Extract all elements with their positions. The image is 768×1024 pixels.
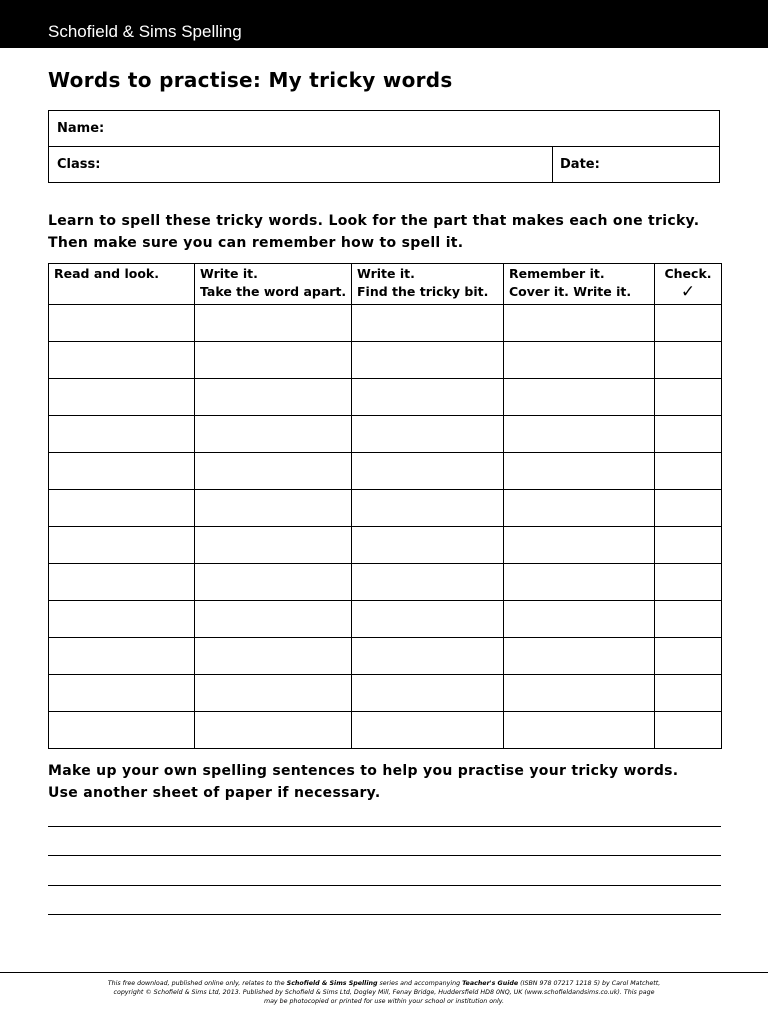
tricky-bit-cell[interactable] (352, 305, 504, 342)
instructions-line: Then make sure you can remember how to spell it. (48, 235, 464, 251)
sentences-instructions (48, 760, 738, 804)
column-header-line1: Remember it. (509, 266, 605, 281)
take-apart-cell[interactable] (195, 453, 352, 490)
take-apart-cell[interactable] (195, 342, 352, 379)
take-apart-cell[interactable] (195, 638, 352, 675)
tricky-bit-cell[interactable] (352, 675, 504, 712)
practice-table (48, 263, 722, 749)
class-label: Class: (57, 157, 101, 172)
table-row (49, 527, 722, 564)
take-apart-cell[interactable] (195, 490, 352, 527)
take-apart-cell[interactable] (195, 379, 352, 416)
take-apart-cell[interactable] (195, 416, 352, 453)
remember-cell[interactable] (504, 490, 655, 527)
table-row (49, 490, 722, 527)
footer-text: This free download, published online only, relates to the (107, 980, 287, 987)
table-row (49, 379, 722, 416)
writing-line[interactable] (48, 855, 721, 856)
tricky-bit-cell[interactable] (352, 342, 504, 379)
remember-cell[interactable] (504, 379, 655, 416)
column-header-read-and-look (49, 264, 195, 305)
class-field[interactable] (49, 147, 552, 182)
column-header-line1: Check. (664, 266, 712, 281)
check-cell[interactable] (655, 675, 722, 712)
date-label: Date: (560, 157, 600, 172)
tricky-bit-cell[interactable] (352, 712, 504, 749)
date-field[interactable] (552, 147, 719, 182)
read-and-look-cell[interactable] (49, 638, 195, 675)
sentences-line: Use another sheet of paper if necessary. (48, 785, 381, 801)
tricky-bit-cell[interactable] (352, 490, 504, 527)
table-row (49, 305, 722, 342)
tricky-bit-cell[interactable] (352, 379, 504, 416)
column-header-check (655, 264, 722, 305)
remember-cell[interactable] (504, 527, 655, 564)
table-row (49, 453, 722, 490)
check-cell[interactable] (655, 601, 722, 638)
tricky-bit-cell[interactable] (352, 416, 504, 453)
remember-cell[interactable] (504, 342, 655, 379)
table-row (49, 342, 722, 379)
remember-cell[interactable] (504, 712, 655, 749)
tricky-bit-cell[interactable] (352, 564, 504, 601)
read-and-look-cell[interactable] (49, 527, 195, 564)
check-cell[interactable] (655, 379, 722, 416)
table-row (49, 601, 722, 638)
read-and-look-cell[interactable] (49, 712, 195, 749)
name-field[interactable] (49, 111, 719, 147)
tricky-bit-cell[interactable] (352, 453, 504, 490)
footer-copyright (84, 979, 684, 1006)
student-info-box (48, 110, 720, 183)
tricky-bit-cell[interactable] (352, 527, 504, 564)
practice-table-body (49, 305, 722, 749)
footer-guide-name: Teacher's Guide (462, 980, 519, 987)
sentences-line: Make up your own spelling sentences to help you practise your tricky words. (48, 763, 679, 779)
writing-line[interactable] (48, 826, 721, 827)
footer-divider (0, 972, 768, 973)
check-cell[interactable] (655, 453, 722, 490)
footer-text: may be photocopied or printed for use within your school or institution only. (263, 998, 505, 1005)
class-row (49, 147, 719, 182)
read-and-look-cell[interactable] (49, 342, 195, 379)
remember-cell[interactable] (504, 305, 655, 342)
table-row (49, 712, 722, 749)
read-and-look-cell[interactable] (49, 490, 195, 527)
check-cell[interactable] (655, 416, 722, 453)
name-label: Name: (57, 121, 105, 136)
check-cell[interactable] (655, 342, 722, 379)
column-header-remember (504, 264, 655, 305)
read-and-look-cell[interactable] (49, 453, 195, 490)
check-cell[interactable] (655, 564, 722, 601)
table-row (49, 564, 722, 601)
table-header-row (49, 264, 722, 305)
writing-line[interactable] (48, 914, 721, 915)
remember-cell[interactable] (504, 416, 655, 453)
table-row (49, 675, 722, 712)
take-apart-cell[interactable] (195, 527, 352, 564)
take-apart-cell[interactable] (195, 564, 352, 601)
remember-cell[interactable] (504, 675, 655, 712)
remember-cell[interactable] (504, 601, 655, 638)
table-row (49, 638, 722, 675)
tricky-bit-cell[interactable] (352, 638, 504, 675)
tricky-bit-cell[interactable] (352, 601, 504, 638)
read-and-look-cell[interactable] (49, 379, 195, 416)
check-cell[interactable] (655, 638, 722, 675)
take-apart-cell[interactable] (195, 675, 352, 712)
column-header-tricky-bit (352, 264, 504, 305)
check-cell[interactable] (655, 527, 722, 564)
take-apart-cell[interactable] (195, 601, 352, 638)
column-header-line1: Read and look. (54, 266, 159, 281)
footer-text: copyright © Schofield & Sims Ltd, 2013. Published by Schofield & Sims Ltd, Dogley Mill, Fenay Bridge, Huddersfield HD8 0NQ, UK (www.schofieldandsims.co.uk). This page (113, 989, 655, 996)
remember-cell[interactable] (504, 638, 655, 675)
column-header-line1: Write it. (357, 266, 415, 281)
column-header-line1: Write it. (200, 266, 258, 281)
check-cell[interactable] (655, 305, 722, 342)
remember-cell[interactable] (504, 564, 655, 601)
column-header-line2: Cover it. Write it. (509, 284, 632, 299)
column-header-line2: Find the tricky bit. (357, 284, 489, 299)
read-and-look-cell[interactable] (49, 416, 195, 453)
footer-series-name: Schofield & Sims Spelling (286, 980, 378, 987)
header-title: Schofield & Sims Spelling (48, 22, 242, 41)
read-and-look-cell[interactable] (49, 305, 195, 342)
remember-cell[interactable] (504, 453, 655, 490)
table-row (49, 416, 722, 453)
writing-line[interactable] (48, 885, 721, 886)
column-header-line2: Take the word apart. (200, 284, 347, 299)
check-cell[interactable] (655, 490, 722, 527)
footer-text: series and accompanying (377, 980, 463, 987)
header-bar (0, 0, 768, 48)
instructions (48, 210, 738, 254)
read-and-look-cell[interactable] (49, 675, 195, 712)
check-cell[interactable] (655, 712, 722, 749)
take-apart-cell[interactable] (195, 712, 352, 749)
page-title: Words to practise: My tricky words (48, 68, 453, 92)
footer-text: (ISBN 978 07217 1218 5) by Carol Matchett, (518, 980, 661, 987)
column-header-take-apart (195, 264, 352, 305)
instructions-line: Learn to spell these tricky words. Look for the part that makes each one tricky. (48, 213, 700, 229)
read-and-look-cell[interactable] (49, 601, 195, 638)
take-apart-cell[interactable] (195, 305, 352, 342)
checkmark-icon: ✓ (680, 282, 696, 302)
read-and-look-cell[interactable] (49, 564, 195, 601)
